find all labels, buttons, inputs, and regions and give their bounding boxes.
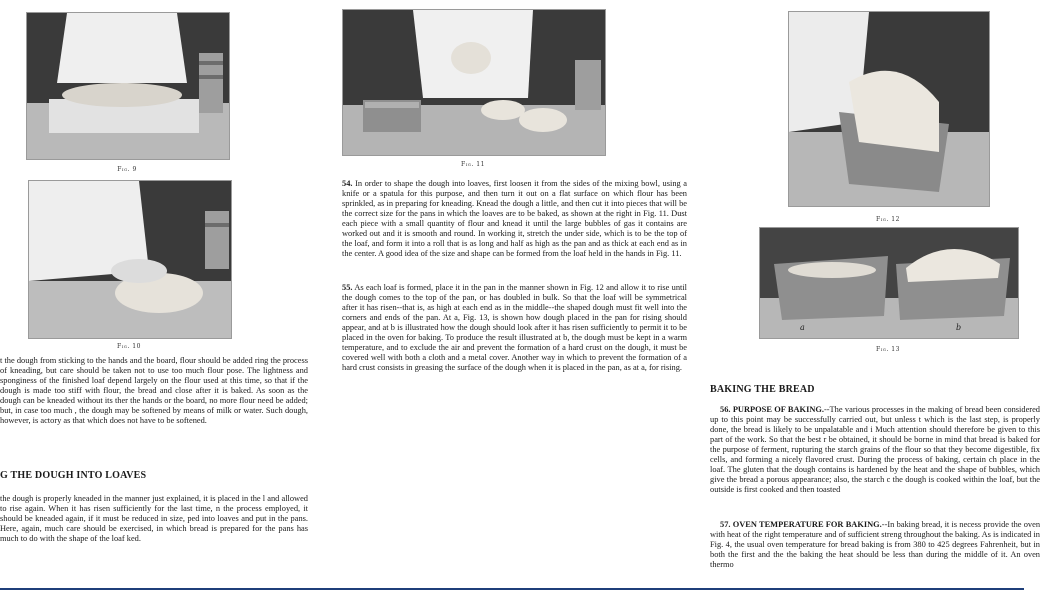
paragraph-57 — [710, 520, 1040, 570]
paragraph-56-title: 56. PURPOSE OF BAKING. — [720, 405, 824, 414]
left-paragraph-kneading-flour: t the dough from sticking to the hands and the board, flour should be added ring the process of kneading, but care should be taken not to use too much flour pose. The lightness and sponginess of the finished loaf depend largely on the flour used at this time, so that if the dough is made too stiff with flour, the bread and close after it is baked. As soon as the dough can be kneaded without its ther the hands or the board, no more flour need be added; but, in case too much , the dough may be softened by means of milk or water. Such dough, however, is actory as that which does not have to be softened. — [0, 356, 308, 425]
paragraph-55-number: 55. — [342, 283, 353, 292]
right-column-clip-2 — [710, 520, 1040, 580]
figure-11-caption: Fig. 11 — [461, 161, 485, 168]
figure-12-image — [788, 11, 990, 207]
paragraph-56-text: --The various processes in the making of bread been considered up to this point may be successfully carried out, but unless t which is the last step, is properly done, the bread is likely to be unpalatable and i Much attention should therefore be given to this part of the work. So that the best r be obtained, it should be borne in mind that bread is baked for the purpose of ferment, rupturing the starch grains of the flour so that they become digestible, fix cells, and forming a nicely flavored crust. During the process of baking, certain ch place in the loaf. The gluten that the dough contains is hardened by the heat and the shape of bubbles, which give the bread a porous appearance; also, the starch c the dough is cooked within the loaf, but the outside is first cooked and then toasted — [710, 405, 1040, 494]
left-heading-clip — [0, 470, 300, 484]
left-column-clip-2 — [0, 494, 310, 564]
figure-10-caption: Fig. 10 — [117, 343, 141, 350]
figure-11-image — [342, 9, 606, 156]
paragraph-54-number: 54. — [342, 179, 353, 188]
figure-13-label-b: b — [956, 323, 962, 332]
paragraph-57-title: 57. OVEN TEMPERATURE FOR BAKING. — [720, 520, 882, 529]
figure-9-image — [26, 12, 230, 160]
paragraph-54-text: In order to shape the dough into loaves, first loosen it from the sides of the mixing bowl, using a knife or a spatula for this purpose, and then turn it out on a flat surface on which flour has been sprinkled, as in preparing for kneading. Knead the dough a little, and then cut it into pieces that will be the correct size for the pans in which the loaves are to be baked, as shown at the right in Fig. 11. Dust each piece with a small quantity of flour and knead it until the large bubbles of gas it contains are worked out and it is smooth and round. In working it, stretch the under side, which is to be the top of the loaf, and form it into a roll that is as long and half as high as the pan and as thick at each end as in the center. A good idea of the size and shape can be formed from the loaf held in the hands in Fig. 11. — [342, 179, 688, 258]
left-section-heading: G THE DOUGH INTO LOAVES — [0, 470, 147, 481]
paragraph-55 — [342, 283, 687, 373]
paragraph-57-text: --In baking bread, it is necess provide the oven with heat of the right temperature and of sufficient streng throughout the baking. As is indicated in Fig. 4, the usual oven temperature for bread baking is from 380 to 425 degrees Fahrenheit, but in both the first and the the baking the heat should be less than during the middle of it. An oven thermo — [710, 520, 1040, 569]
left-paragraph-shaping: the dough is properly kneaded in the manner just explained, it is placed in the l and allowed to rise again. When it has risen sufficiently for the last time, n the process employed, it should be kneaded again, if it must be reduced in size, ped into loaves and put in the pans. Here, again, much care should be exercised, in which bread is prepared for the pans has much to do with the shape of the loaf ked. — [0, 494, 308, 543]
paragraph-55-text: As each loaf is formed, place it in the pan in the manner shown in Fig. 12 and allow it to rise until the dough comes to the top of the pan, or has doubled in bulk. So that the loaf will be symmetrical after it has risen--that is, as high at each end as in the middle--the shaped dough must fit well into the corners and ends of the pan. At a, Fig. 13, is shown how dough placed in the pan for rising should appear, and at b is illustrated how the dough should look after it has risen sufficiently to permit it to be placed in the oven for baking. To produce the result illustrated at b, the dough must be kept in a warm temperature, and to exclude the air and prevent the formation of a hard crust on the dough, it must be covered well with both a cloth and a metal cover. Another way in which to prevent the formation of a hard crust consists in greasing the surface of the dough when it is placed in the pan, as at a, for rising. — [342, 283, 688, 372]
figure-13-image — [759, 227, 1019, 339]
paragraph-56 — [710, 405, 1040, 495]
figure-12-caption: Fig. 12 — [876, 216, 900, 223]
figure-13-caption: Fig. 13 — [876, 346, 900, 353]
paragraph-54 — [342, 179, 687, 259]
figure-10-image — [28, 180, 232, 339]
figure-13-label-a: a — [800, 323, 805, 332]
left-column-clip-1 — [0, 356, 310, 446]
right-section-heading: BAKING THE BREAD — [710, 384, 815, 395]
right-column-clip-1 — [710, 405, 1040, 515]
figure-9-caption: Fig. 9 — [117, 166, 137, 173]
